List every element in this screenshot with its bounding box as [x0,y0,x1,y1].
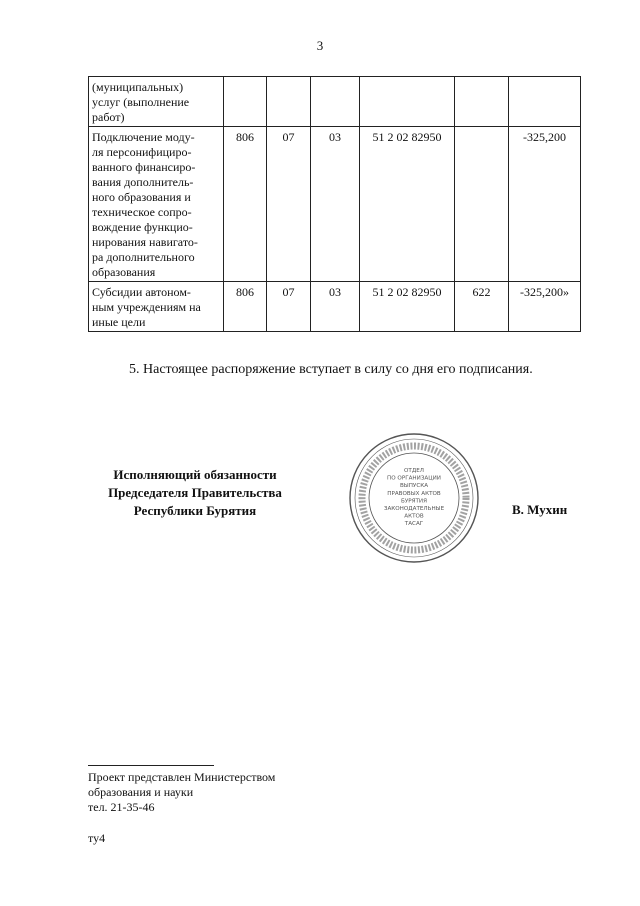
seal-text-line: ЗАКОНОДАТЕЛЬНЫЕ [383,506,445,512]
target-article-cell [360,77,455,127]
table-row [89,77,581,127]
amount-cell: -325,200» [509,282,581,332]
expense-type-cell [455,127,509,282]
footnote: Проект представлен Министерством образования и науки тел. 21-35-46 [88,770,276,814]
document-code: ту4 [88,831,106,845]
subsection-cell: 03 [311,127,360,282]
amount-cell: -325,200 [509,127,581,282]
grbs-cell: 806 [224,282,267,332]
seal-text-line: БУРЯТИЯ [401,498,427,505]
seal-inner-text [384,468,445,527]
table-row [89,127,581,282]
subsection-cell: 03 [311,282,360,332]
subsection-cell [311,77,360,127]
footnote-divider [88,765,214,766]
official-seal-stamp [348,432,480,564]
seal-text-line: ВЫПУСКА [399,483,429,490]
signer-name: В. Мухин [512,502,568,517]
signatory-title: Исполняющий обязанности Председателя Правительства Республики Бурятия [108,467,282,518]
seal-text-line: ТАСАГ [404,521,424,528]
target-article-cell: 51 2 02 82950 [360,127,455,282]
row-name-cell: Субсидии автоном- ным учреждениям на иные цели [89,282,224,332]
row-name-cell: (муниципальных) услуг (выполнение работ) [89,77,224,127]
table-row [89,282,581,332]
section-cell: 07 [267,127,311,282]
clause-text: 5. Настоящее распоряжение вступает в силу со дня его подписания. [129,362,533,377]
section-cell: 07 [267,282,311,332]
expense-type-cell: 622 [455,282,509,332]
target-article-cell: 51 2 02 82950 [360,282,455,332]
grbs-cell: 806 [224,127,267,282]
section-cell [267,77,311,127]
expense-type-cell [455,77,509,127]
row-name-cell: Подключение моду- ля персонифициро- ванного финансиро- вания дополнитель- ного образования и техническое сопро- вождение функцио- нирования навигато- ра дополнительного образования [89,127,224,282]
grbs-cell [224,77,267,127]
seal-icon [348,432,480,564]
seal-text-line: ОТДЕЛ [404,468,424,474]
page-number: 3 [316,38,324,53]
seal-text-line: ПРАВОВЫХ АКТОВ [387,490,441,497]
budget-table [88,76,581,332]
seal-text-line: ПО ОРГАНИЗАЦИИ [387,475,441,482]
seal-text-line: АКТОВ [404,513,424,520]
amount-cell [509,77,581,127]
